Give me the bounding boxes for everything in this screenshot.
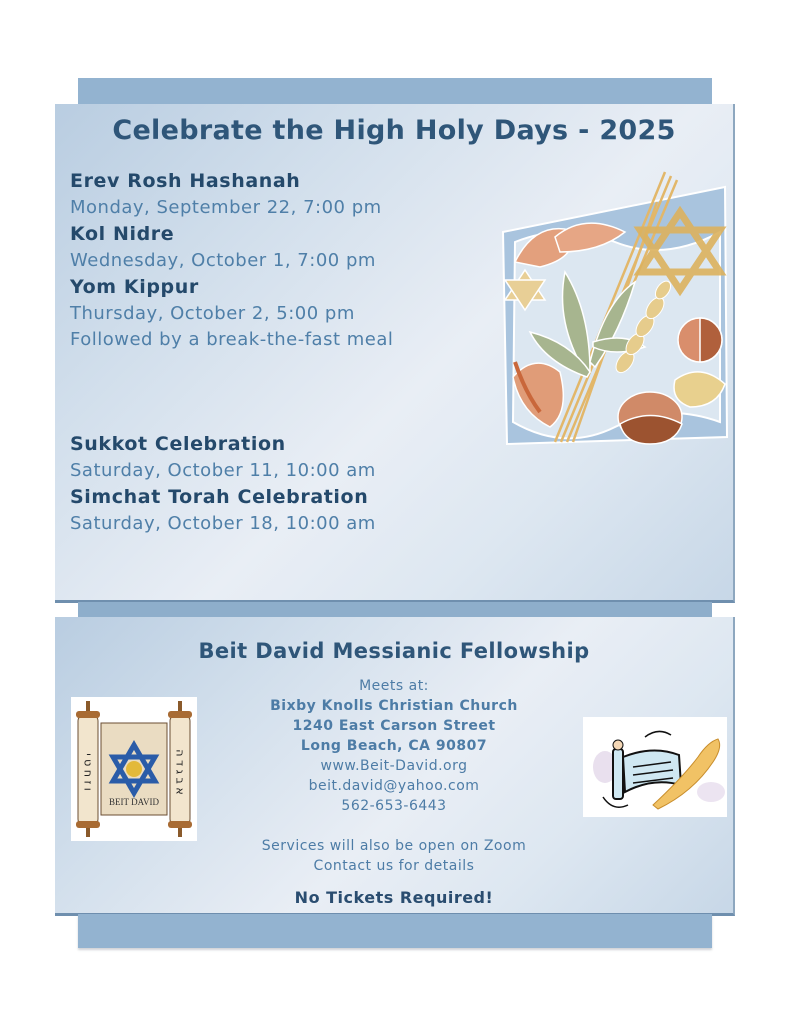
events-list-secondary — [70, 431, 376, 537]
svg-text:א ב ג ד ה: א ב ג ד ה — [173, 749, 187, 795]
svg-text:ו ז ח ט י: ו ז ח ט י — [81, 753, 95, 791]
fellowship-name: Beit David Messianic Fellowship — [198, 639, 590, 663]
events-list-primary — [70, 168, 393, 353]
event-date: Saturday, October 11, 10:00 am — [70, 460, 376, 481]
event-date: Saturday, October 18, 10:00 am — [70, 513, 376, 534]
phone-number: 562-653-6443 — [341, 798, 447, 814]
email-link[interactable]: beit.david@yahoo.com — [308, 778, 480, 794]
event-name: Erev Rosh Hashanah — [70, 170, 301, 192]
holy-days-illustration-icon — [495, 162, 730, 452]
meets-label: Meets at: — [359, 678, 429, 694]
svg-text:BEIT DAVID: BEIT DAVID — [109, 797, 159, 807]
fellowship-panel — [55, 617, 735, 916]
venue-name: Bixby Knolls Christian Church — [270, 698, 518, 714]
event-name: Kol Nidre — [70, 223, 175, 245]
event-date: Thursday, October 2, 5:00 pm — [70, 303, 355, 324]
city-address: Long Beach, CA 90807 — [300, 738, 488, 754]
event-name: Yom Kippur — [70, 276, 199, 298]
decorative-bar-middle — [78, 602, 712, 617]
decorative-bar-top — [78, 78, 712, 104]
torah-shofar-icon — [583, 717, 727, 817]
no-tickets-notice: No Tickets Required! — [294, 888, 494, 907]
website-link[interactable]: www.Beit-David.org — [320, 758, 468, 774]
event-note: Followed by a break-the-fast meal — [70, 329, 394, 350]
event-name: Simchat Torah Celebration — [70, 486, 369, 508]
event-name: Sukkot Celebration — [70, 433, 286, 455]
torah-shofar-clipart — [583, 717, 727, 817]
decorative-bar-bottom — [78, 914, 712, 948]
zoom-note: Services will also be open on Zoom — [261, 838, 527, 854]
page-title: Celebrate the High Holy Days - 2025 — [112, 115, 676, 146]
event-date: Monday, September 22, 7:00 pm — [70, 197, 382, 218]
event-date: Wednesday, October 1, 7:00 pm — [70, 250, 376, 271]
contact-note: Contact us for details — [313, 858, 475, 874]
events-panel — [55, 104, 735, 603]
street-address: 1240 East Carson Street — [292, 718, 496, 734]
